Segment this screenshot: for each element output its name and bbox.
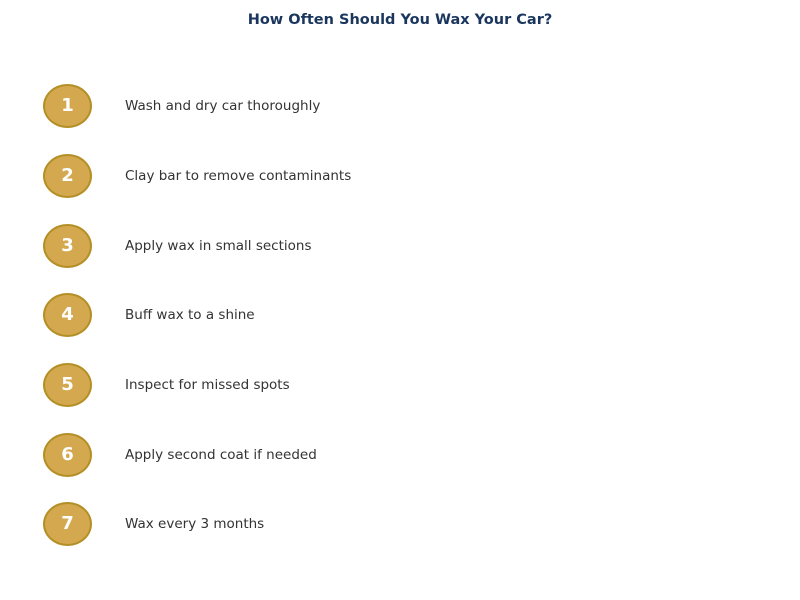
step-item <box>0 502 800 546</box>
step-number-badge <box>43 363 92 407</box>
step-number-badge <box>43 433 92 477</box>
step-number: 5 <box>61 374 74 395</box>
step-number-badge <box>43 224 92 268</box>
step-label: Apply wax in small sections <box>125 238 312 254</box>
step-number-badge <box>43 154 92 198</box>
step-item <box>0 154 800 198</box>
step-label: Apply second coat if needed <box>125 447 317 463</box>
step-item <box>0 363 800 407</box>
step-number: 2 <box>61 165 74 186</box>
step-item <box>0 293 800 337</box>
step-item <box>0 433 800 477</box>
step-number: 7 <box>61 513 74 534</box>
step-number: 6 <box>61 444 74 465</box>
step-label: Wax every 3 months <box>125 516 265 532</box>
step-number: 4 <box>61 304 74 325</box>
step-label: Clay bar to remove contaminants <box>125 168 352 184</box>
page-title: How Often Should You Wax Your Car? <box>247 12 553 28</box>
step-number: 1 <box>61 95 74 116</box>
step-number-badge <box>43 502 92 546</box>
step-number: 3 <box>61 235 74 256</box>
step-number-badge <box>43 84 92 128</box>
step-item <box>0 224 800 268</box>
step-number-badge <box>43 293 92 337</box>
step-label: Inspect for missed spots <box>125 377 290 393</box>
step-item <box>0 84 800 128</box>
step-label: Wash and dry car thoroughly <box>125 98 321 114</box>
step-label: Buff wax to a shine <box>125 307 255 323</box>
